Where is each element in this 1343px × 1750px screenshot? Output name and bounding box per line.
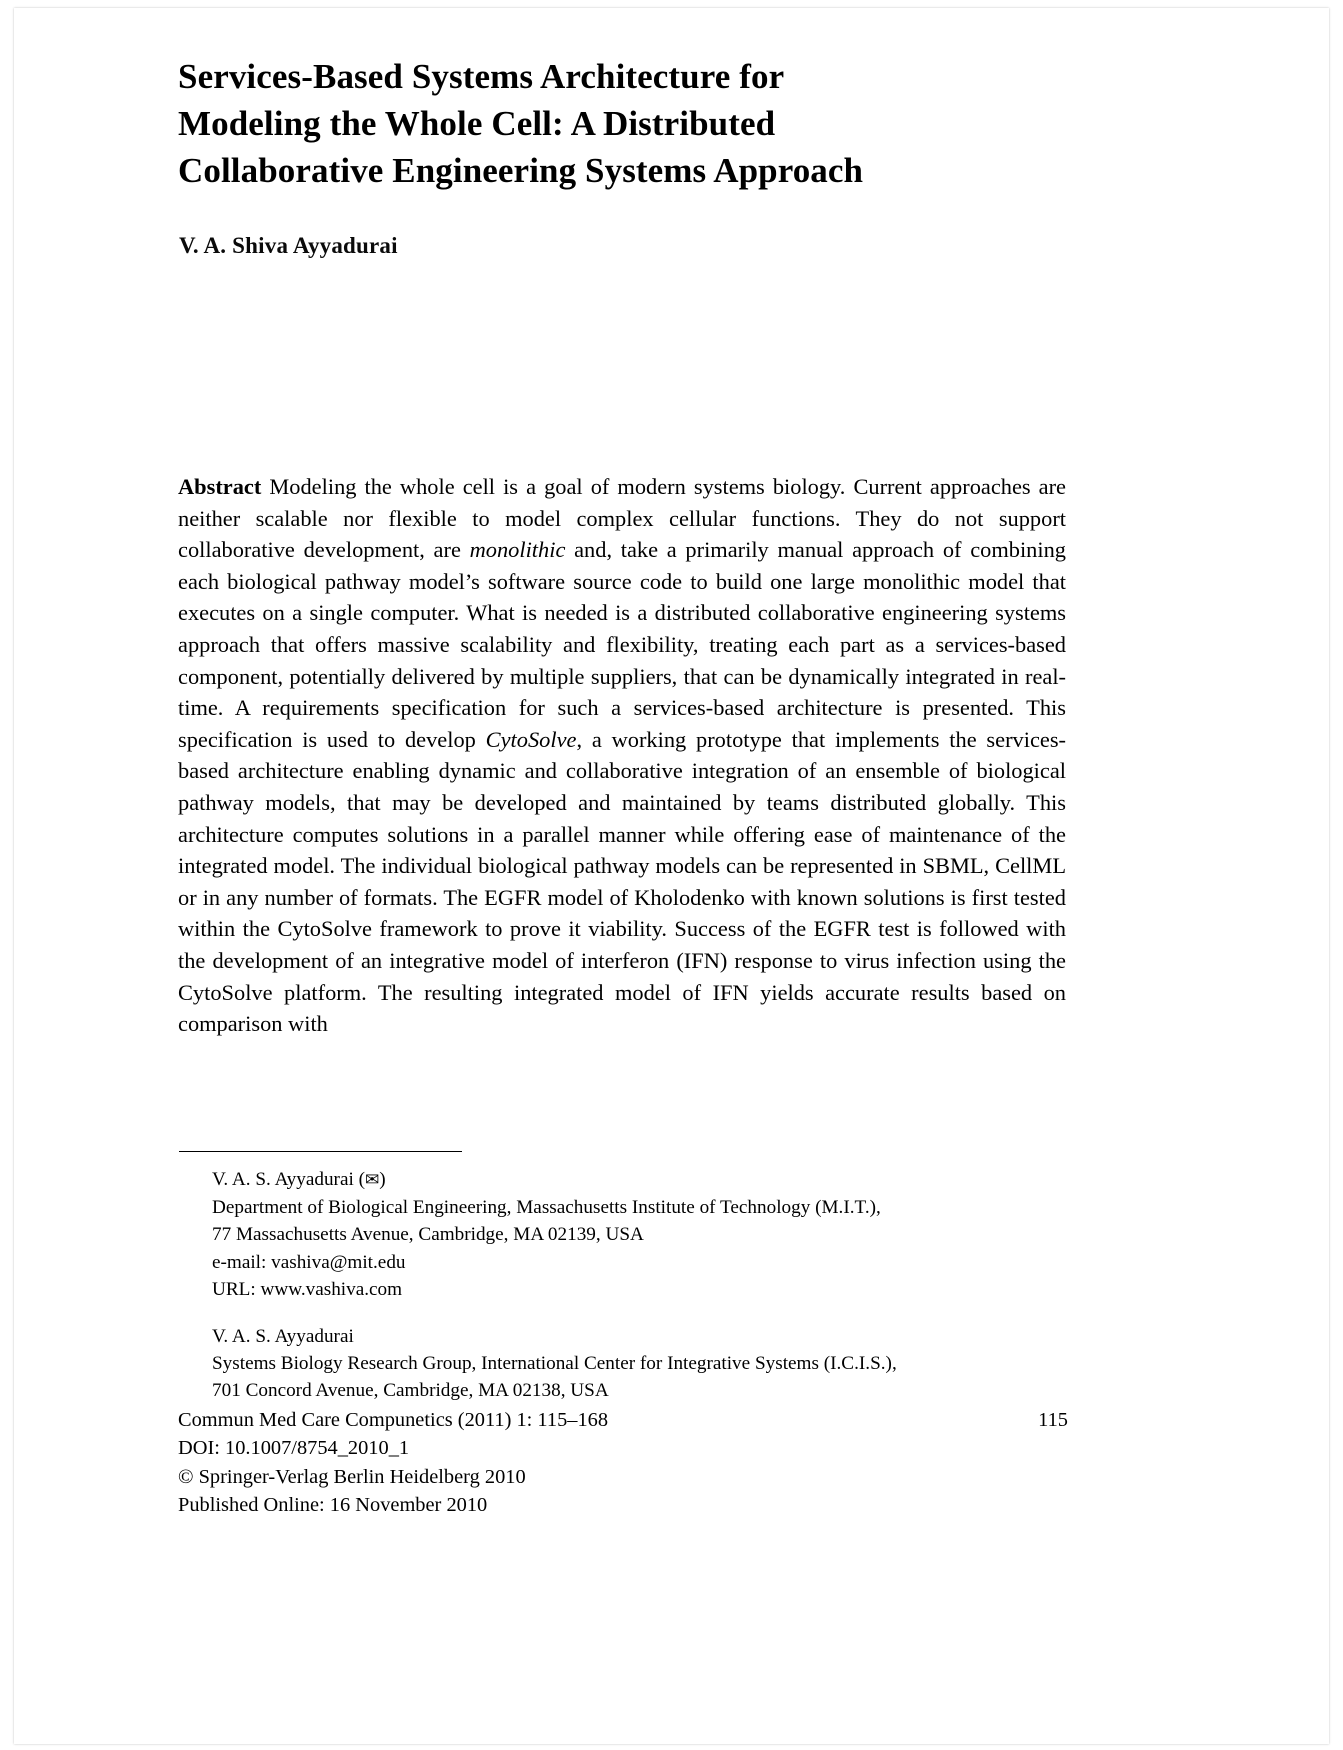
page-sheet: [14, 8, 1329, 1744]
abstract-text-2: and, take a primarily manual approach of combining each biological pathway model’s software source code to build one large monolithic model that executes on a single computer. What is needed is a distributed collaborative engineering systems approach that offers massive scalability and flexibility, treating each part as a services-based component, potentially delivered by multiple suppliers, that can be dynamically integrated in real-time. A requirements specification for such a services-based architecture is presented. This specification is used to develop: [178, 537, 1066, 752]
footnote-divider: [179, 1151, 462, 1152]
affiliation-primary-url[interactable]: URL: www.vashiva.com: [212, 1278, 403, 1300]
abstract-text-1: Modeling the whole cell is a goal of modern systems biology. Current approaches are neither scalable nor flexible to model complex cellular functions. They do not support collaborative development, are: [178, 474, 1066, 563]
affiliation-primary-address: 77 Massachusetts Avenue, Cambridge, MA 02139, USA: [212, 1224, 644, 1246]
affiliation-secondary-group: Systems Biology Research Group, International Center for Integrative Systems (I.C.I.S.),: [212, 1353, 897, 1375]
abstract-italic-cytosolve: CytoSolve: [485, 726, 577, 752]
page-footer: [178, 1406, 1068, 1520]
envelope-icon: ✉: [364, 1170, 380, 1190]
affiliation-primary-name-line: [212, 1166, 1082, 1194]
affiliation-secondary: [212, 1323, 1082, 1405]
footer-page-number: 115: [1038, 1409, 1068, 1431]
title-line-1: Services-Based Systems Architecture for: [178, 57, 785, 97]
footer-journal-citation: Commun Med Care Compunetics (2011) 1: 115–168: [178, 1409, 609, 1431]
author-name: V. A. Shiva Ayyadurai: [179, 233, 398, 258]
footer-published-online: Published Online: 16 November 2010: [178, 1494, 488, 1517]
abstract-heading: Abstract: [178, 474, 262, 499]
footnote-block: [212, 1166, 1082, 1405]
abstract-section: [178, 471, 1066, 1040]
abstract-text-3: , a working prototype that implements the services-based architecture enabling dynamic and collaborative integration of an ensemble of biological pathway models, that may be developed and maintained by teams distributed globally. This architecture computes solutions in a parallel manner while offering ease of maintenance of the integrated model. The individual biological pathway models can be represented in SBML, CellML or in any number of formats. The EGFR model of Kholodenko with known solutions is first tested within the CytoSolve framework to prove it viability. Success of the EGFR test is followed with the development of an integrative model of interferon (IFN) response to virus infection using the CytoSolve platform. The resulting integrated model of IFN yields accurate results based on comparison with: [178, 726, 1067, 1037]
page-title: [178, 53, 1068, 194]
affiliation-primary: [212, 1166, 1082, 1303]
title-line-3: Collaborative Engineering Systems Approach: [178, 151, 864, 191]
affiliation-primary-department: Department of Biological Engineering, Massachusetts Institute of Technology (M.I.T.),: [212, 1197, 881, 1219]
affiliation-primary-name: V. A. S. Ayyadurai (: [212, 1169, 365, 1190]
footer-copyright: © Springer-Verlag Berlin Heidelberg 2010: [178, 1465, 526, 1488]
footer-journal-row: [178, 1406, 1068, 1434]
abstract-italic-monolithic: monolithic: [469, 537, 566, 563]
affiliation-secondary-address: 701 Concord Avenue, Cambridge, MA 02138, USA: [212, 1380, 609, 1402]
affiliation-secondary-name: V. A. S. Ayyadurai: [212, 1326, 354, 1348]
affiliation-primary-email[interactable]: e-mail: vashiva@mit.edu: [212, 1251, 406, 1273]
affiliation-primary-name-close: ): [379, 1169, 386, 1190]
footer-doi: DOI: 10.1007/8754_2010_1: [178, 1437, 410, 1460]
title-line-2: Modeling the Whole Cell: A Distributed: [178, 104, 776, 144]
